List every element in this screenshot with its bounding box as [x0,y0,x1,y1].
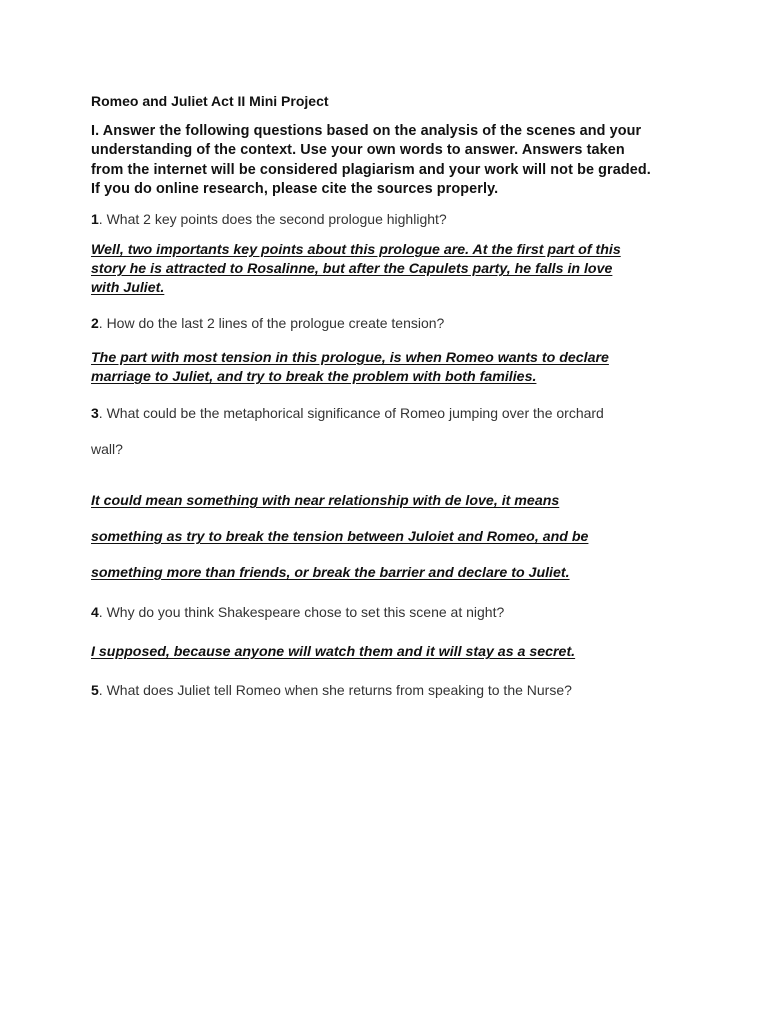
answer-2-line-2: marriage to Juliet, and try to break the problem with both families. [91,369,537,385]
question-number: 3 [91,405,99,421]
question-5 [91,682,572,698]
question-text: . What could be the metaphorical significance of Romeo jumping over the orchard [98,405,604,421]
instructions-line-4: If you do online research, please cite the sources properly. [91,181,499,197]
instructions-line-2: understanding of the context. Use your own words to answer. Answers taken [91,142,625,158]
instructions-line-1: I. Answer the following questions based on the analysis of the scenes and your [91,123,642,139]
answer-1-line-3: with Juliet. [91,280,165,296]
question-3 [91,405,604,421]
question-text: . Why do you think Shakespeare chose to set this scene at night? [98,604,505,620]
document-title: Romeo and Juliet Act II Mini Project [91,93,329,109]
question-2 [91,315,444,331]
question-1 [91,211,447,227]
question-number: 4 [91,604,99,620]
answer-3-line-1: It could mean something with near relationship with de love, it means [91,493,560,509]
answer-3-line-3: something more than friends, or break the barrier and declare to Juliet. [91,565,570,581]
answer-3-line-2: something as try to break the tension between Juloiet and Romeo, and be [91,529,589,545]
question-text: . What 2 key points does the second prologue highlight? [98,211,447,227]
answer-4-line-1: I supposed, because anyone will watch them and it will stay as a secret. [91,644,576,660]
instructions-line-3: from the internet will be considered plagiarism and your work will not be graded. [91,162,651,178]
question-text: . What does Juliet tell Romeo when she returns from speaking to the Nurse? [98,682,572,698]
question-number: 1 [91,211,99,227]
question-3-continuation: wall? [91,441,123,457]
question-number: 2 [91,315,99,331]
question-text: . How do the last 2 lines of the prologue create tension? [98,315,445,331]
answer-2-line-1: The part with most tension in this prologue, is when Romeo wants to declare [91,350,609,366]
answer-1-line-1: Well, two importants key points about this prologue are. At the first part of this [91,242,621,258]
question-number: 5 [91,682,99,698]
question-4 [91,604,504,620]
answer-1-line-2: story he is attracted to Rosalinne, but after the Capulets party, he falls in love [91,261,613,277]
